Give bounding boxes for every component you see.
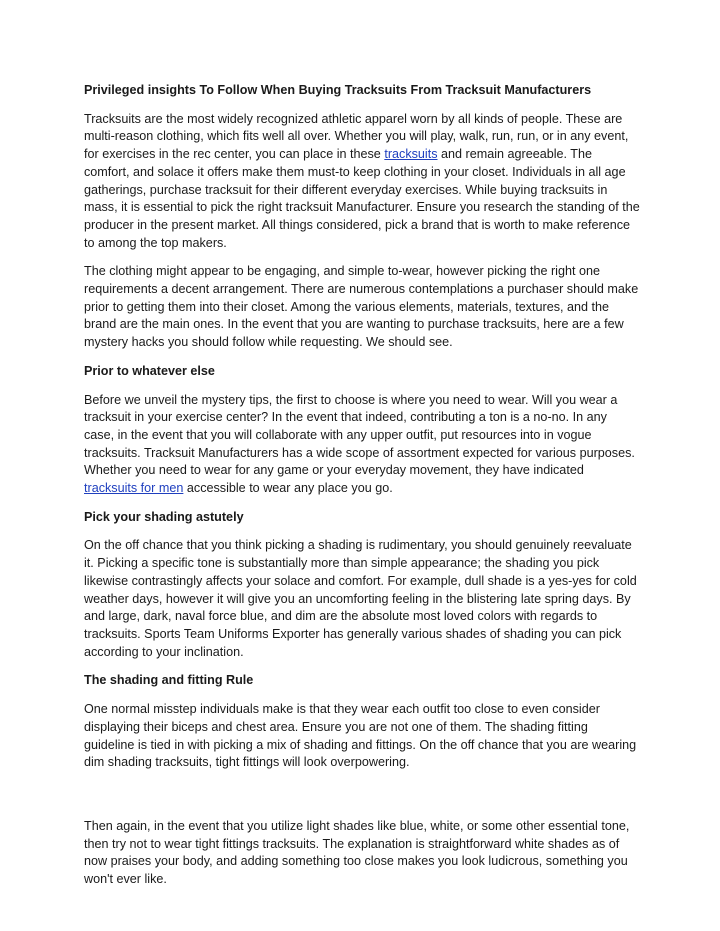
clothing-paragraph: The clothing might appear to be engaging, and simple to-wear, however picking the right one requirements a decent arrangement. There are numerous contemplations a purchaser should make prior to getting them into their closet. Among the various elements, materials, textures, and the brand are the main ones. In the event that you are wanting to purchase tracksuits, here are a few mystery hacks you should follow while requesting. We should see. bbox=[84, 264, 639, 350]
intro-text-after: and remain agreeable. The comfort, and solace it offers make them must-to keep clothing in your closet. Individuals in all age gatherings, purchase tracksuit for their different everyday exercises. While buying tracksuits in mass, it is essential to pick the right tracksuit Manufacturer. Ensure you research the standing of the producer in the present market. All things considered, pick a brand that is worth to make reference to among the top makers. bbox=[84, 147, 640, 250]
prior-text-before: Before we unveil the mystery tips, the first to choose is where you need to wear. Will you wear a tracksuit in your exercise center? In the event that indeed, contributing a ton is a no-no. In any case, in the event that you will collaborate with any upper outfit, put resources into in vogue tracksuits. Tracksuit Manufacturers has a wide scope of assortment expected for various purposes. Whether you need to wear for any game or your everyday movement, they have indicated bbox=[84, 392, 635, 478]
section-heading-fitting-rule: The shading and fitting Rule bbox=[84, 673, 254, 688]
shading-paragraph: On the off chance that you think picking a shading is rudimentary, you should genuinely reevaluate it. Picking a specific tone is substantially more than simple appearance; the shading you pick likewise contrastingly affects your solace and comfort. For example, dull shade is a yes-yes for cold weather days, however it will give you an uncomforting feeling in the blistering late spring days. By and large, dark, naval force blue, and dim are the absolute most loved colors with regards to tracksuits. Sports Team Uniforms Exporter has generally various shades of shading you can pick according to your inclination. bbox=[84, 538, 637, 659]
prior-paragraph bbox=[84, 392, 640, 498]
prior-text-after: accessible to wear any place you go. bbox=[183, 481, 393, 496]
light-shades-paragraph: Then again, in the event that you utilize light shades like blue, white, or some other essential tone, then try not to wear tight fittings tracksuits. The explanation is straightforward white shades as of now praises your body, and adding something too close makes you look ludicrous, something you won't ever like. bbox=[84, 818, 630, 887]
section-heading-prior: Prior to whatever else bbox=[84, 363, 215, 378]
intro-text-before: Tracksuits are the most widely recognized athletic apparel worn by all kinds of people. These are multi-reason clothing, which fits well all over. Whether you will play, walk, run, run, or in any event, for exercises in the rec center, you can place in these bbox=[84, 111, 629, 162]
fitting-paragraph: One normal misstep individuals make is that they wear each outfit too close to even consider displaying their biceps and chest area. Ensure you are not one of them. The shading fitting guideline is tied in with picking a mix of shading and fittings. On the off chance that you are wearing dim shading tracksuits, tight fittings will look overpowering. bbox=[84, 702, 637, 770]
document-title: Privileged insights To Follow When Buying Tracksuits From Tracksuit Manufacturers bbox=[84, 83, 592, 97]
tracksuits-link[interactable]: tracksuits bbox=[384, 147, 438, 162]
tracksuits-for-men-link[interactable]: tracksuits for men bbox=[84, 481, 184, 496]
blank-space bbox=[84, 783, 640, 818]
intro-paragraph bbox=[84, 111, 640, 253]
section-heading-shading: Pick your shading astutely bbox=[84, 509, 244, 524]
